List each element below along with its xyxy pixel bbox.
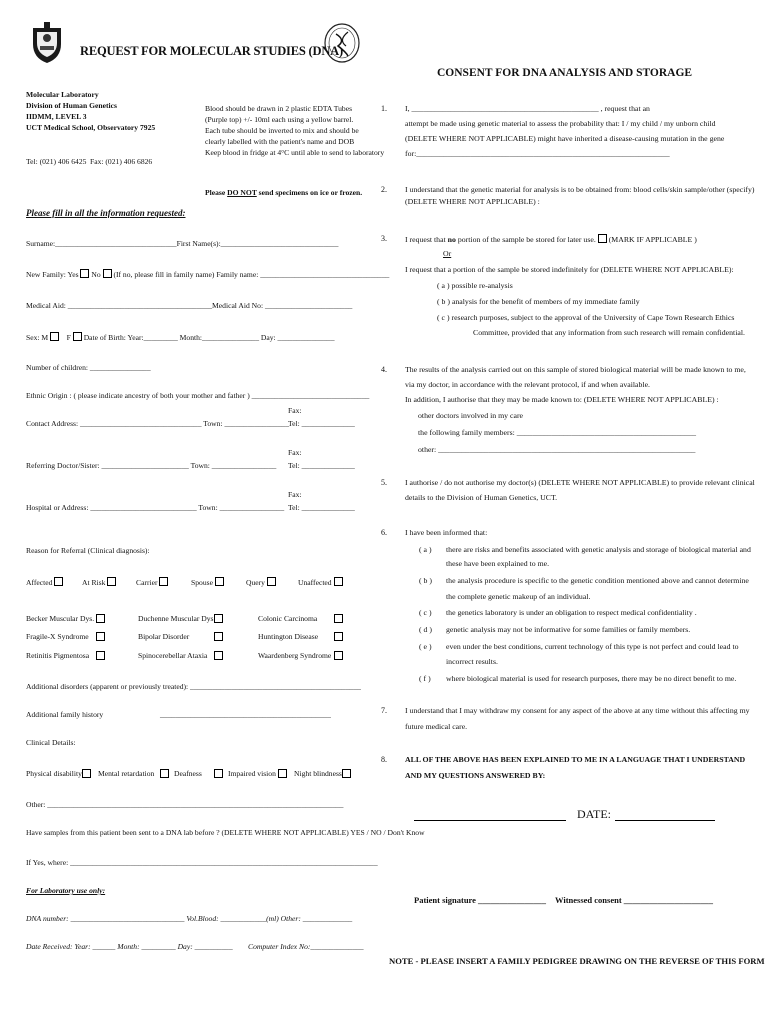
- spouse-option: [191, 577, 224, 588]
- item-6-c-key: ( c ): [419, 608, 432, 617]
- sex-dob-row: [26, 332, 335, 343]
- warn-post: send specimens on ice or frozen.: [256, 188, 363, 197]
- item-6-f-key: ( f ): [419, 674, 431, 683]
- item-7-line-1: I understand that I may withdraw my consent for any aspect of the above at any time without this affecting my: [405, 706, 750, 715]
- no-checkbox[interactable]: [103, 269, 112, 278]
- explainer-signature-line[interactable]: [414, 820, 566, 821]
- deafness-checkbox[interactable]: [214, 769, 223, 778]
- item-6-b-key: ( b ): [419, 576, 432, 585]
- item-5-number: 5.: [381, 478, 387, 487]
- no-label: No: [91, 270, 101, 279]
- no-storage-checkbox[interactable]: [598, 234, 607, 243]
- bipolar-label: Bipolar Disorder: [138, 632, 190, 641]
- item-4-line-3: In addition, I authorise that they may be made known to: (DELETE WHERE NOT APPLICABLE) :: [405, 395, 719, 404]
- affected-option: [26, 577, 63, 588]
- blood-line-2: (Purple top) +/- 10ml each using a yellow barrel.: [205, 115, 354, 124]
- item-5-line-2: details to the Division of Human Genetics, UCT.: [405, 493, 558, 502]
- item-6-c-1: the genetics laboratory is under an obligation to respect medical confidentiality .: [446, 608, 697, 617]
- item-3-option-c-2: Committee, provided that any information from such research will remain confidential.: [473, 328, 745, 337]
- retinitis-label: Retinitis Pigmentosa: [26, 651, 90, 660]
- at-risk-label: At Risk: [82, 578, 106, 587]
- item-6-f-1: where biological material is used for research purposes, there may be no direct benefit to me.: [446, 674, 737, 683]
- additional-disorders-field[interactable]: Additional disorders (apparent or previously treated): _____________________________________________: [26, 682, 361, 691]
- item-6-b-1: the analysis procedure is specific to the genetic condition mentioned above and cannot determine: [446, 576, 749, 585]
- referring-doctor-field[interactable]: Referring Doctor/Sister: _______________________ Town: _________________: [26, 461, 277, 470]
- colonic-label: Colonic Carcinoma: [258, 614, 318, 623]
- form-title: REQUEST FOR MOLECULAR STUDIES (DNA): [80, 44, 343, 58]
- sex-f-label: F: [66, 333, 71, 342]
- item-6-number: 6.: [381, 528, 387, 537]
- yes-checkbox[interactable]: [80, 269, 89, 278]
- item-2-number: 2.: [381, 185, 387, 194]
- spouse-checkbox[interactable]: [215, 577, 224, 586]
- waardenberg-checkbox[interactable]: [334, 651, 343, 660]
- item-3-option-b: ( b ) analysis for the benefit of members of my immediate family: [437, 297, 640, 306]
- additional-family-field[interactable]: _____________________________________________: [160, 710, 331, 719]
- item-4-line-2: via my doctor, in accordance with the relevant protocol, if and when available.: [405, 380, 650, 389]
- spinocerebellar-checkbox[interactable]: [214, 651, 223, 660]
- date-line[interactable]: [615, 820, 715, 821]
- lab-fax: Fax: (021) 406 6826: [90, 157, 153, 166]
- item-6-d-key: ( d ): [419, 625, 432, 634]
- colonic-checkbox[interactable]: [334, 614, 343, 623]
- duchenne-label: Duchenne Muscular Dys: [138, 614, 214, 623]
- contact-address-field[interactable]: Contact Address: ________________________________ Town: _________________: [26, 419, 289, 428]
- waardenberg-label: Waardenberg Syndrome: [258, 651, 332, 660]
- item-6-e-key: ( e ): [419, 642, 432, 651]
- uct-crest-logo: [30, 22, 64, 64]
- item-1-number: 1.: [381, 104, 387, 113]
- item-3-mark: (MARK IF APPLICABLE ): [608, 235, 697, 244]
- witnessed-consent-field[interactable]: Witnessed consent _____________________: [555, 895, 714, 905]
- referring-tel-field[interactable]: Tel: ______________: [288, 461, 355, 470]
- additional-family-label: Additional family history: [26, 710, 104, 719]
- huntington-checkbox[interactable]: [334, 632, 343, 641]
- sex-m-label: Sex: M: [26, 333, 49, 342]
- lab-line-3: IIDMM, LEVEL 3: [26, 112, 87, 121]
- item-7-number: 7.: [381, 706, 387, 715]
- female-checkbox[interactable]: [73, 332, 82, 341]
- item-1-line-1[interactable]: I, ________________________________________________ , request that an: [405, 104, 650, 113]
- item-6-d-1: genetic analysis may not be informative for some families or family members.: [446, 625, 691, 634]
- patient-signature-field[interactable]: Patient signature ________________: [414, 895, 547, 905]
- samples-question: Have samples from this patient been sent to a DNA lab before ? (DELETE WHERE NOT APPLICABLE) YES / NO / Don't Know: [26, 828, 425, 837]
- ethnic-field[interactable]: Ethnic Origin : ( please indicate ancestry of both your mother and father ) _______________________________: [26, 391, 370, 400]
- item-6-b-2: the complete genetic makeup of an individual.: [446, 592, 591, 601]
- warn-pre: Please: [205, 188, 228, 197]
- item-6-e-1: even under the best conditions, current technology of this type is not perfect and could lead to: [446, 642, 739, 651]
- lab-line-2: Division of Human Genetics: [26, 101, 117, 110]
- item-6-e-2: incorrect results.: [446, 657, 498, 666]
- fragile-label: Fragile-X Syndrome: [26, 632, 89, 641]
- unaffected-option: [298, 577, 343, 588]
- item-6-a-key: ( a ): [419, 545, 432, 554]
- item-7-line-2: future medical care.: [405, 722, 468, 731]
- item-4-family-field[interactable]: the following family members: ______________________________________________: [418, 428, 697, 437]
- item-6-a-1: there are risks and benefits associated with genetic analysis and storage of biological material and: [446, 545, 751, 554]
- hospital-address-field[interactable]: Hospital or Address: ____________________________ Town: _________________: [26, 503, 285, 512]
- item-5-line-1: I authorise / do not authorise my doctor(s) (DELETE WHERE NOT APPLICABLE) to provide relevant clinical: [405, 478, 755, 487]
- computer-index-field[interactable]: Computer Index No:______________: [248, 942, 364, 951]
- bipolar-checkbox[interactable]: [214, 632, 223, 641]
- family-name-field[interactable]: (If no, please fill in family name) Family name: __________________________________: [113, 270, 390, 279]
- night-checkbox[interactable]: [342, 769, 351, 778]
- item-4-other-field[interactable]: other: __________________________________________________________________: [418, 445, 696, 454]
- night-label: Night blindness: [294, 769, 342, 778]
- item-1-line-2: attempt be made using genetic material to assess the probability that: I / my child / my unborn child: [405, 119, 716, 128]
- reason-label: Reason for Referral (Clinical diagnosis):: [26, 546, 150, 555]
- blood-warning: [205, 188, 362, 198]
- new-family-label: New Family: Yes: [26, 270, 79, 279]
- item-3-post: portion of the sample be stored for later use.: [455, 235, 596, 244]
- dob-field[interactable]: Date of Birth: Year:_________ Month:_______________ Day: _______________: [83, 333, 335, 342]
- impaired-label: Impaired vision: [228, 769, 276, 778]
- item-2-line-1: I understand that the genetic material for analysis is to be obtained from: blood cells/skin sample/other (specify): [405, 185, 755, 194]
- lab-use-heading: For Laboratory use only:: [26, 886, 106, 895]
- carrier-label: Carrier: [136, 578, 158, 587]
- warn-do-not: DO NOT: [227, 188, 257, 197]
- male-checkbox[interactable]: [50, 332, 59, 341]
- mental-label: Mental retardation: [98, 769, 155, 778]
- clinical-details-label: Clinical Details:: [26, 738, 76, 747]
- affected-checkbox[interactable]: [54, 577, 63, 586]
- date-received-field[interactable]: Date Received: Year: ______ Month: _________ Day: __________: [26, 942, 233, 951]
- affected-label: Affected: [26, 578, 53, 587]
- item-1-line-3: (DELETE WHERE NOT APPLICABLE) might have inherited a disease-causing mutation in the gene: [405, 134, 725, 143]
- mental-checkbox[interactable]: [160, 769, 169, 778]
- item-3-option-a: ( a ) possible re-analysis: [437, 281, 513, 290]
- duchenne-checkbox[interactable]: [214, 614, 223, 623]
- item-3-option-c: ( c ) research purposes, subject to the approval of the University of Cape Town Research Ethics: [437, 313, 735, 322]
- huntington-label: Huntington Disease: [258, 632, 319, 641]
- dna-number-field[interactable]: DNA number: ______________________________ Vol.Blood: ____________(ml) Other: _____________: [26, 914, 353, 923]
- blood-line-4: clearly labelled with the patient's name and DOB: [205, 137, 355, 146]
- blood-line-5: Keep blood in fridge at 4°C until able to send to laboratory: [205, 148, 385, 157]
- item-3-pre: I request that: [405, 235, 448, 244]
- carrier-option: [136, 577, 168, 588]
- medical-aid-field[interactable]: Medical Aid: ______________________________________Medical Aid No: _______________________: [26, 301, 353, 310]
- retinitis-checkbox[interactable]: [96, 651, 105, 660]
- becker-label: Becker Muscular Dys.: [26, 614, 95, 623]
- query-checkbox[interactable]: [267, 577, 276, 586]
- item-3-line-1: [405, 234, 697, 246]
- deafness-label: Deafness: [174, 769, 202, 778]
- item-8-line-1: ALL OF THE ABOVE HAS BEEN EXPLAINED TO ME IN A LANGUAGE THAT I UNDERSTAND: [405, 755, 746, 764]
- blood-line-1: Blood should be drawn in 2 plastic EDTA Tubes: [205, 104, 353, 113]
- query-option: [246, 577, 276, 588]
- children-field[interactable]: Number of children: ________________: [26, 363, 151, 372]
- item-8-line-2: AND MY QUESTIONS ANSWERED BY:: [405, 771, 546, 780]
- item-2-line-2: (DELETE WHERE NOT APPLICABLE) :: [405, 197, 540, 206]
- lab-line-1: Molecular Laboratory: [26, 90, 99, 99]
- other-field[interactable]: Other: ______________________________________________________________________________: [26, 800, 344, 809]
- impaired-checkbox[interactable]: [278, 769, 287, 778]
- crest-icon: [30, 22, 64, 64]
- fill-in-heading: Please fill in all the information requested:: [26, 208, 186, 218]
- query-label: Query: [246, 578, 265, 587]
- item-3-or: Or: [443, 249, 452, 258]
- unaffected-checkbox[interactable]: [334, 577, 343, 586]
- lab-line-4: UCT Medical School, Observatory 7925: [26, 123, 156, 132]
- contact-fax-label: Fax:: [288, 406, 302, 415]
- blood-line-3: Each tube should be inverted to mix and should be: [205, 126, 359, 135]
- item-3-number: 3.: [381, 234, 387, 243]
- pedigree-note: NOTE - PLEASE INSERT A FAMILY PEDIGREE DRAWING ON THE REVERSE OF THIS FORM: [389, 956, 765, 966]
- referring-fax-label: Fax:: [288, 448, 302, 457]
- item-8-number: 8.: [381, 755, 387, 764]
- hospital-fax-label: Fax:: [288, 490, 302, 499]
- item-6-a-2: these have been explained to me.: [446, 559, 550, 568]
- spouse-label: Spouse: [191, 578, 213, 587]
- spinocerebellar-label: Spinocerebellar Ataxia: [138, 651, 208, 660]
- item-3-no: no: [447, 235, 456, 244]
- item-3-line-2: I request that a portion of the sample be stored indefinitely for (DELETE WHERE NOT APPLICABLE):: [405, 265, 734, 274]
- at-risk-option: [82, 577, 116, 588]
- item-4-line-1: The results of the analysis carried out on this sample of stored biological material will be made known to me,: [405, 365, 746, 374]
- contact-tel-field[interactable]: Tel: ______________: [288, 419, 355, 428]
- surname-field[interactable]: Surname:________________________________First Name(s):_______________________________: [26, 239, 339, 248]
- fragile-checkbox[interactable]: [96, 632, 105, 641]
- consent-title: CONSENT FOR DNA ANALYSIS AND STORAGE: [437, 67, 693, 79]
- becker-checkbox[interactable]: [96, 614, 105, 623]
- at-risk-checkbox[interactable]: [107, 577, 116, 586]
- date-label: DATE:: [577, 807, 611, 821]
- item-4-line-4: other doctors involved in my care: [418, 411, 524, 420]
- physical-label: Physical disability: [26, 769, 82, 778]
- lab-tel: Tel: (021) 406 6425: [26, 157, 87, 166]
- item-1-line-4[interactable]: for:_________________________________________________________________: [405, 149, 670, 158]
- physical-checkbox[interactable]: [82, 769, 91, 778]
- item-6-line-1: I have been informed that:: [405, 528, 488, 537]
- carrier-checkbox[interactable]: [159, 577, 168, 586]
- unaffected-label: Unaffected: [298, 578, 332, 587]
- hospital-tel-field[interactable]: Tel: ______________: [288, 503, 355, 512]
- item-4-number: 4.: [381, 365, 387, 374]
- new-family-row: [26, 269, 389, 280]
- if-yes-field[interactable]: If Yes, where: _________________________________________________________________________________: [26, 858, 378, 867]
